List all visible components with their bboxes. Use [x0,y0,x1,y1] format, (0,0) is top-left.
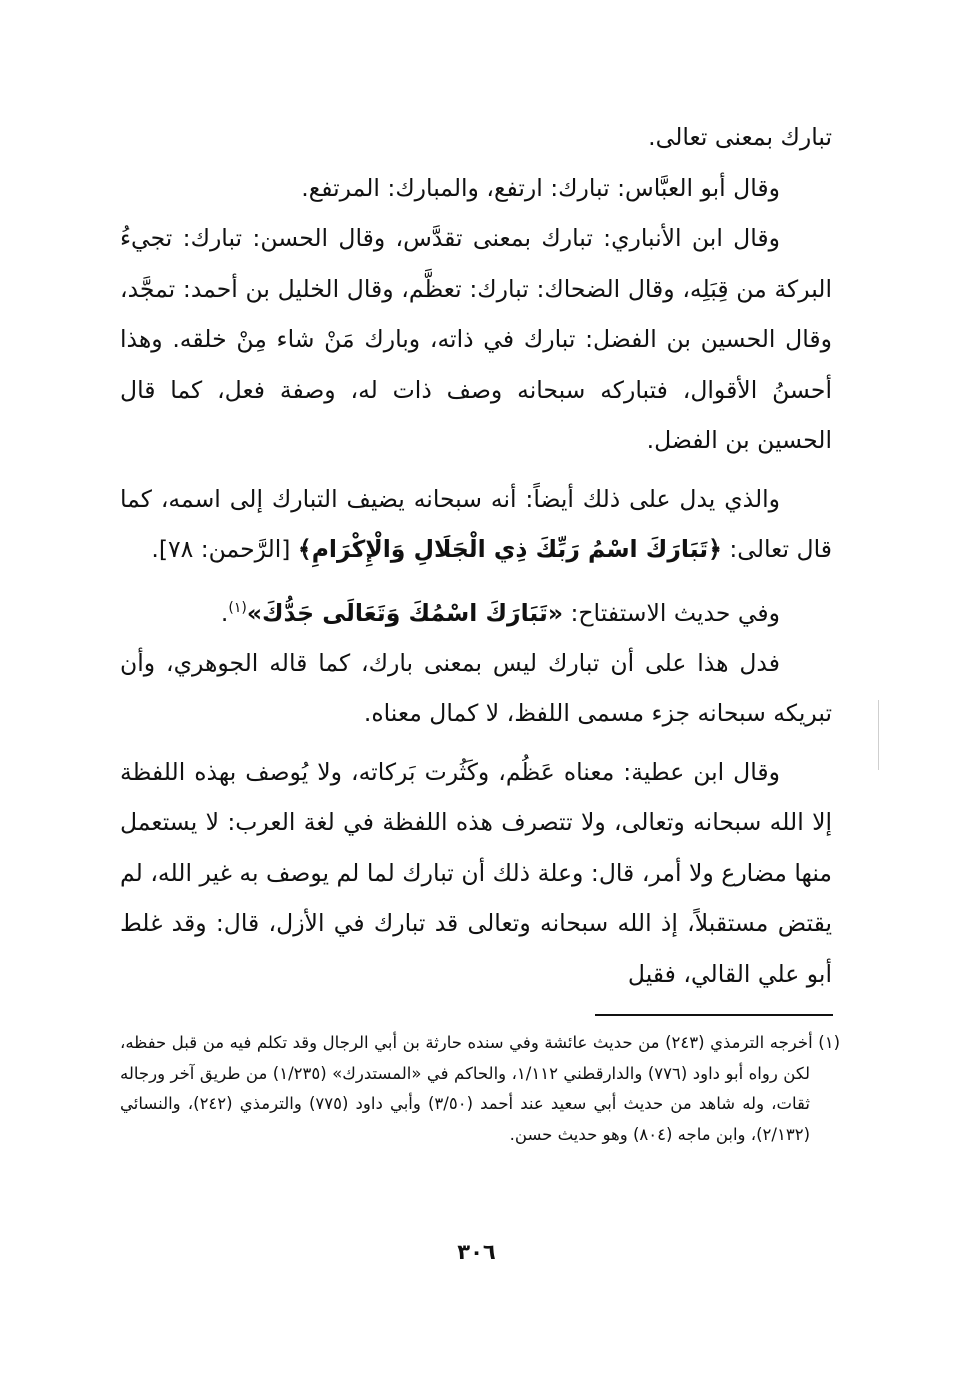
footnotes [120,1028,840,1150]
quran-paragraph-lead: والذي يدل على ذلك أيضاً: أنه سبحانه يضيف التبارك إلى اسمه، كما قال تعالى: [120,484,832,563]
hadith-text: «تَبَارَكَ اسْمُكَ وَتَعَالَى جَدُّكَ» [246,598,563,627]
paragraph-3: وقال ابن الأنباري: تبارك بمعنى تقدَّس، وقال الحسن: تبارك: تجيءُ البركة من قِبَلِه، وقال الضحاك: تبارك: تعظَّم، وقال الخليل بن أحمد: تمجَّد، وقال الحسين بن الفضل: تبارك في ذاته، وبارك مَنْ شاء مِنْ خلقه. وهذا أحسنُ الأقوال، فتباركه سبحانه وصف ذات له، وصفة فعل، كما قال الحسين بن الفضل. [120,224,832,454]
footnote-1 [120,1028,840,1150]
quran-reference: [الرَّحمن: ٧٨]. [151,535,298,563]
paragraph-2: وقال أبو العبَّاس: تبارك: ارتفع، والمبارك: المرتفع. [301,173,780,202]
margin-mark [878,700,879,770]
page-number: ٣٠٦ [457,1240,496,1264]
paragraph-6: فدل هذا على أن تبارك ليس بمعنى بارك، كما قاله الجوهري، وأن تبريكه سبحانه جزء مسمى اللفظ، لا كمال معناه. [120,648,832,728]
hadith-paragraph-end: . [220,598,229,627]
hadith-paragraph-lead: وفي حديث الاستفتاح: [563,598,780,627]
footnote-separator [595,1014,833,1016]
footnote-number: (١) [818,1033,840,1052]
paragraph-1: تبارك بمعنى تعالى. [648,123,832,151]
footnote-text: أخرجه الترمذي (٢٤٣) من حديث عائشة وفي سنده حارثة بن أبي الرجال وقد تكلم فيه من قبل حفظه، لكن رواه أبو داود (٧٧٦) والدارقطني ١/١١٢، والحاكم في «المستدرك» (١/٢٣٥) من طريق آخر ورجاله ثقات، وله شاهد من حديث أبي سعيد عند أحمد (٣/٥٠) وأبي داود (٧٧٥) والترمذي (٢٤٢)، والنسائي (٢/١٣٢)، وابن ماجه (٨٠٤) وهو حديث حسن. [120,1033,813,1144]
main-text [120,112,832,999]
quran-verse: ﴿تَبَارَكَ اسْمُ رَبِّكَ ذِي الْجَلَالِ وَالْإِكْرَامِ﴾ [297,535,722,563]
paragraph-hadith [120,583,832,638]
footnote-reference[interactable]: (١) [228,599,247,616]
paragraph-7: وقال ابن عطية: معناه عَظُم، وكَثُرت بَركاته، ولا يُوصف بهذه اللفظة إلا الله سبحانه وتعالى، ولا تتصرف هذه اللفظة في لغة العرب: لا يستعمل منها مضارع ولا أمر، قال: وعلة ذلك أن تبارك لما لم يوصف به غير الله، لم يقتض مستقبلاً، إذ الله سبحانه وتعالى قد تبارك في الأزل، قال: وقد غلط أبو علي القالي، فقيل [120,757,832,988]
paragraph-quran [120,474,832,575]
